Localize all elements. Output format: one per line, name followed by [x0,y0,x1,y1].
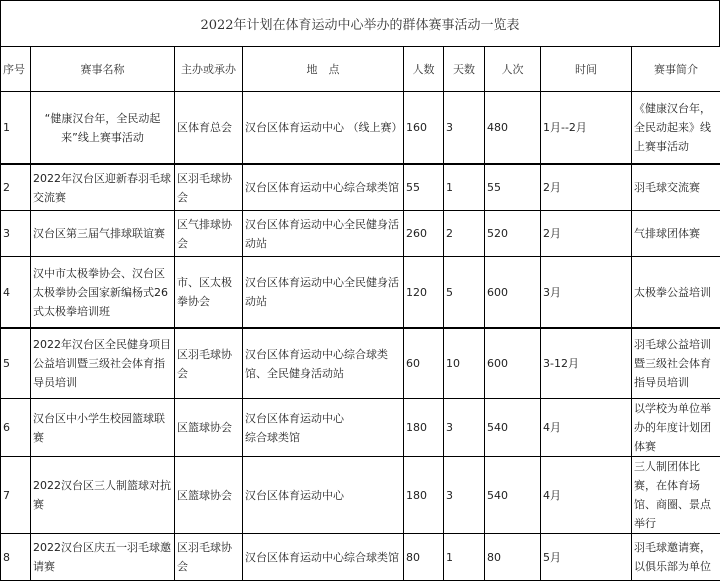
cell-time: 3-12月 [541,328,632,399]
cell-days: 2 [444,211,485,257]
cell-intro: 羽毛球交流赛 [632,164,720,211]
cell-visits: 520 [485,211,541,257]
cell-intro: 三人制团体比赛，在体育场馆、商圈、景点举行 [632,457,720,534]
cell-days: 10 [444,328,485,399]
cell-name: 汉台区中小学生校园篮球联赛 [31,399,175,457]
cell-days: 3 [444,399,485,457]
cell-name: 2022年汉台区全民健身项目公益培训暨三级社会体育指导员培训 [31,328,175,399]
header-people: 人数 [404,47,444,92]
cell-no: 4 [1,257,31,329]
header-place: 地 点 [243,47,404,92]
cell-place: 汉台区体育运动中心综合球类馆、全民健身活动站 [243,328,404,399]
table-row [1,211,720,257]
cell-org: 区体育总会 [175,92,243,165]
cell-name: “健康汉台年，全民动起来”线上赛事活动 [31,92,175,165]
cell-org: 区气排球协会 [175,211,243,257]
cell-people: 180 [404,399,444,457]
table-title: 2022年计划在体育运动中心举办的群体赛事活动一览表 [0,0,720,47]
cell-no: 3 [1,211,31,257]
cell-intro: 羽毛球公益培训暨三级社会体育指导员培训 [632,328,720,399]
cell-people: 180 [404,457,444,534]
cell-people: 60 [404,328,444,399]
cell-time: 2月 [541,164,632,211]
table-row [1,92,720,165]
table-row [1,457,720,534]
header-time: 时间 [541,47,632,92]
cell-no: 1 [1,92,31,165]
cell-people: 120 [404,257,444,329]
cell-intro: 《健康汉台年，全民动起来》线上赛事活动 [632,92,720,165]
table-row [1,399,720,457]
cell-days: 3 [444,457,485,534]
table-row [1,534,720,581]
cell-days: 1 [444,534,485,581]
header-org: 主办或承办 [175,47,243,92]
table-row [1,328,720,399]
cell-place: 汉台区体育运动中心综合球类馆 [243,164,404,211]
cell-intro: 以学校为单位举办的年度计划团体赛 [632,399,720,457]
cell-time: 3月 [541,257,632,329]
cell-org: 区羽毛球协会 [175,328,243,399]
cell-org: 区羽毛球协会 [175,164,243,211]
cell-name: 汉台区第三届气排球联谊赛 [31,211,175,257]
table-row [1,257,720,329]
events-table [0,46,720,581]
cell-days: 1 [444,164,485,211]
header-intro: 赛事简介 [632,47,720,92]
cell-visits: 540 [485,457,541,534]
cell-no: 6 [1,399,31,457]
cell-visits: 540 [485,399,541,457]
cell-name: 2022汉台区三人制篮球对抗赛 [31,457,175,534]
cell-visits: 480 [485,92,541,165]
cell-visits: 600 [485,257,541,329]
cell-place: 汉台区体育运动中心全民健身活动站 [243,211,404,257]
cell-people: 55 [404,164,444,211]
cell-place: 汉台区体育运动中心 [243,457,404,534]
cell-no: 5 [1,328,31,399]
cell-place: 汉台区体育运动中心全民健身活动站 [243,257,404,329]
header-visits: 人次 [485,47,541,92]
header-name: 赛事名称 [31,47,175,92]
cell-visits: 55 [485,164,541,211]
cell-visits: 600 [485,328,541,399]
cell-intro: 羽毛球邀请赛，以俱乐部为单位 [632,534,720,581]
cell-people: 80 [404,534,444,581]
cell-name: 2022年汉台区迎新春羽毛球交流赛 [31,164,175,211]
cell-name: 2022汉台区庆五一羽毛球邀请赛 [31,534,175,581]
header-days: 天数 [444,47,485,92]
cell-visits: 80 [485,534,541,581]
cell-time: 5月 [541,534,632,581]
cell-time: 1月--2月 [541,92,632,165]
cell-no: 2 [1,164,31,211]
cell-people: 160 [404,92,444,165]
cell-time: 2月 [541,211,632,257]
header-row [1,47,720,92]
cell-place: 汉台区体育运动中心综合球类馆 [243,534,404,581]
cell-days: 3 [444,92,485,165]
cell-place: 汉台区体育运动中心 （线上赛） [243,92,404,165]
cell-days: 5 [444,257,485,329]
cell-place: 汉台区体育运动中心 综合球类馆 [243,399,404,457]
cell-org: 区羽毛球协会 [175,534,243,581]
cell-org: 区篮球协会 [175,399,243,457]
cell-time: 4月 [541,399,632,457]
header-no: 序号 [1,47,31,92]
cell-intro: 气排球团体赛 [632,211,720,257]
cell-no: 8 [1,534,31,581]
cell-people: 260 [404,211,444,257]
table-row [1,164,720,211]
cell-org: 市、区太极拳协会 [175,257,243,329]
cell-org: 区篮球协会 [175,457,243,534]
cell-name: 汉中市太极拳协会、汉台区太极拳协会国家新编杨式26式太极拳培训班 [31,257,175,329]
cell-time: 4月 [541,457,632,534]
cell-no: 7 [1,457,31,534]
cell-intro: 太极拳公益培训 [632,257,720,329]
